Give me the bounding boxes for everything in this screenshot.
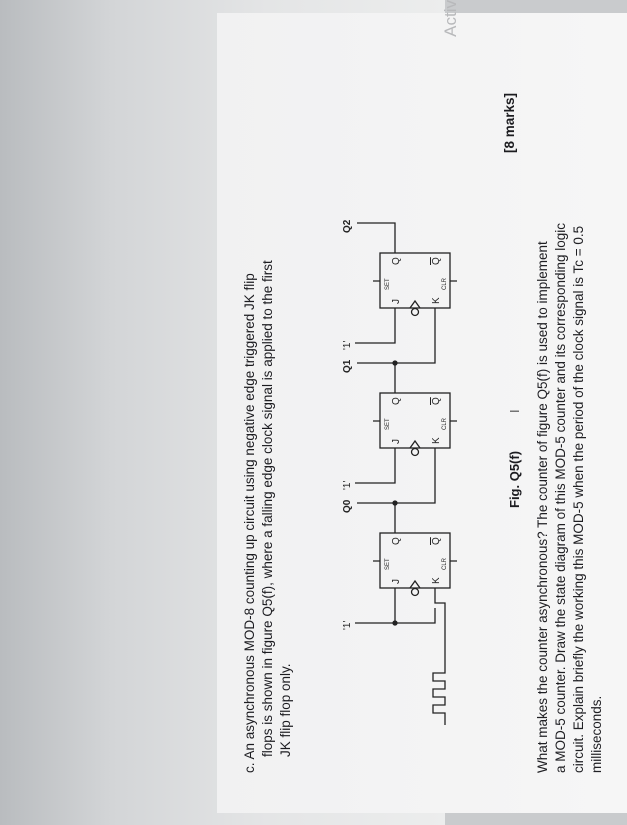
ff0-j-label: J — [391, 579, 402, 584]
ff2-set-label: SET — [385, 278, 391, 290]
ff1-set-label: SET — [385, 418, 391, 430]
output-q1-label: Q1 — [342, 359, 353, 373]
jk-counter-diagram — [295, 13, 495, 813]
problem-line-1: What makes the counter asynchronous? The counter of figure Q5(f) is used to implement — [535, 241, 550, 773]
ff1-clr-label: CLR — [442, 417, 448, 430]
ff0-clr-label: CLR — [442, 557, 448, 570]
activation-watermark: Activ — [441, 0, 460, 37]
input-1-label-ff0: '1' — [342, 620, 353, 630]
problem-line-2: a MOD-5 counter. Draw the state diagram of this MOD-5 counter and its corresponding logic — [553, 223, 568, 773]
ff2-k-label: K — [431, 297, 442, 304]
output-q2-label: Q2 — [342, 219, 353, 233]
ff0-qbar-label: Q — [431, 537, 442, 545]
output-q0-label: Q0 — [342, 499, 353, 513]
ff0-q-label: Q — [391, 537, 402, 545]
ff2-clr-label: CLR — [442, 277, 448, 290]
ff2-j-label: J — [391, 299, 402, 304]
ff2-q-label: Q — [391, 257, 402, 265]
input-1-label-ff2: '1' — [342, 340, 353, 350]
ff0-k-label: K — [431, 577, 442, 584]
clock-wire — [435, 588, 445, 663]
question-line-2: flops is shown in figure Q5(f), where a falling edge clock signal is applied to the first — [260, 260, 275, 757]
ff1-qbar-label: Q — [431, 397, 442, 405]
ff0-set-label: SET — [385, 558, 391, 570]
problem-line-3: circuit. Explain briefly the working this MOD-5 when the period of the clock signal is Tc = 0.5 — [571, 225, 586, 773]
marks-label: [8 marks] — [502, 92, 517, 153]
input-1-label-ff1: '1' — [342, 480, 353, 490]
question-line-1: c. An asynchronous MOD-8 counting up circuit using negative edge triggered JK flip — [242, 273, 257, 773]
ff1-j-label: J — [391, 439, 402, 444]
clock-waveform — [433, 663, 445, 725]
text-cursor-glyph: I — [507, 409, 522, 413]
document-page — [217, 13, 627, 813]
problem-line-4: milliseconds. — [589, 695, 604, 773]
ff2-qbar-label: Q — [431, 257, 442, 265]
ff1-q-label: Q — [391, 397, 402, 405]
figure-caption: Fig. Q5(f) — [507, 450, 522, 508]
ff1-k-label: K — [431, 437, 442, 444]
question-line-3: JK flip flop only. — [278, 663, 293, 757]
